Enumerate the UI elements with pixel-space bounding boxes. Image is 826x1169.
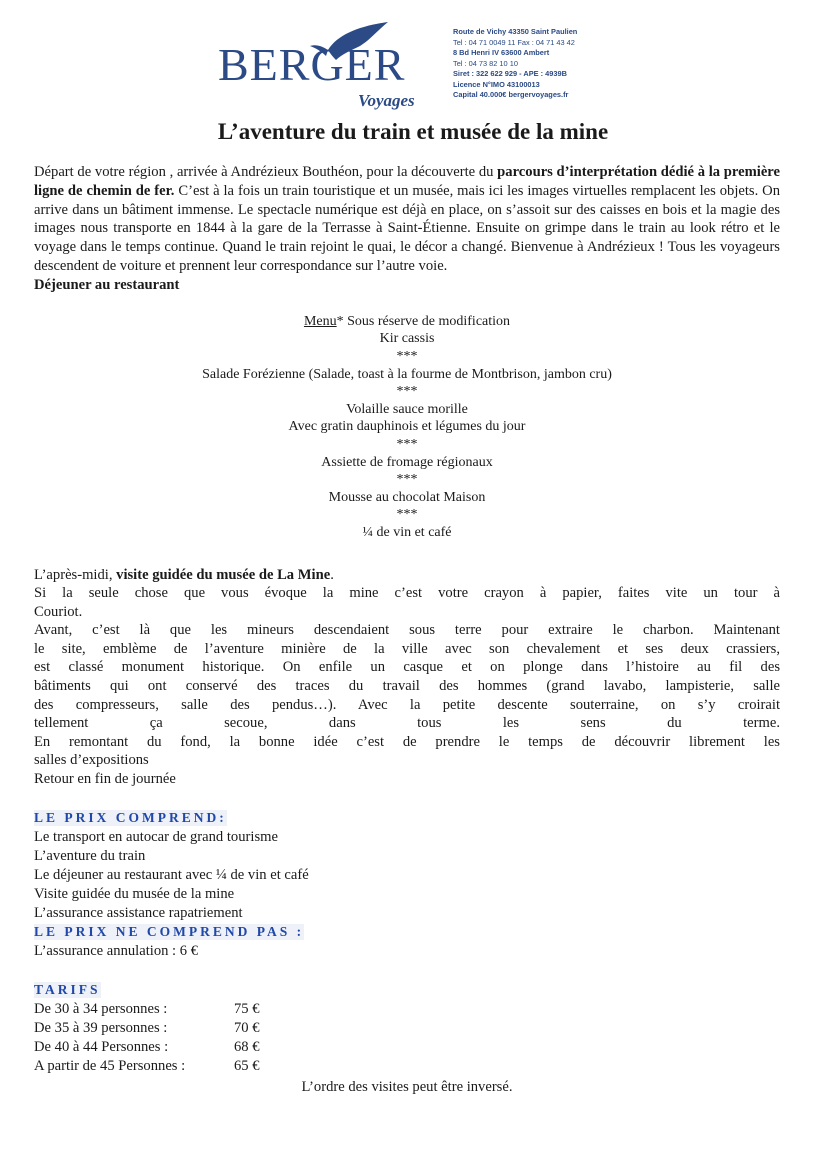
afternoon-line: En remontant du fond, la bonne idée c’est de prendre le temps de découvrir librement les xyxy=(34,733,780,750)
tarif-label: De 40 à 44 Personnes : xyxy=(34,1038,169,1055)
afternoon-line: des compresseurs, salle des pendus…). Avec la petite descente souterraine, on s’y croirait xyxy=(34,696,780,713)
menu-separator: *** xyxy=(396,472,418,488)
afternoon-line: Retour en fin de journée xyxy=(34,771,176,788)
afternoon-intro xyxy=(34,566,780,585)
includes-item: Le déjeuner au restaurant avec ¼ de vin et café xyxy=(34,866,309,883)
tarif-row xyxy=(34,1000,780,1019)
includes-list xyxy=(34,828,780,923)
menu-separator: *** xyxy=(396,384,418,400)
menu-label: Menu xyxy=(303,313,337,329)
document-body xyxy=(34,163,780,1097)
tarifs xyxy=(34,981,780,1076)
afternoon-line: tellement ça secoue, dans tous les sens du terme. xyxy=(34,715,780,732)
tarif-price: 75 € xyxy=(234,1000,260,1017)
logo-text xyxy=(218,40,405,90)
menu-item: Kir cassis xyxy=(379,331,435,347)
tarifs-heading: TARIFS xyxy=(34,981,101,997)
logo-subtitle: Voyages xyxy=(358,91,415,110)
menu-separator: *** xyxy=(396,348,418,364)
afternoon-line: est classé monument historique. On enfile un casque et on plonge dans l’histoire au fil des xyxy=(34,659,780,676)
footer-note: L’ordre des visites peut être inversé. xyxy=(301,1078,513,1095)
menu-header xyxy=(99,313,715,331)
contact-line: 8 Bd Henri IV 63600 Ambert xyxy=(453,48,550,57)
tarif-price: 70 € xyxy=(234,1019,260,1036)
includes-item: L’assurance assistance rapatriement xyxy=(34,904,243,921)
menu-separator: *** xyxy=(396,436,418,452)
menu-item: Assiette de fromage régionaux xyxy=(321,454,493,470)
afternoon-line: salles d’expositions xyxy=(34,752,149,769)
includes-item: L’aventure du train xyxy=(34,847,146,864)
excludes-item: L’assurance annulation : 6 € xyxy=(34,942,199,959)
contact-line: Tel : 04 71 0049 11 Fax : 04 71 43 42 xyxy=(453,37,575,47)
intro-text: C’est à la fois un train touristique et un musée, mais ici les images virtuelles remplacent les objets. On arrive dans un bâtiment immense. Le spectacle numérique est déjà en place, on s’assoit sur des caisses en bois et la magie des images nous transporte en 1844 à la gare de la Terrasse à Saint-Étienne. Ensuite on grimpe dans le train au look rétro et le voyage dans le temps continue. Quand le train rejoint le quai, le décor a changé. Bienvenue à Andrézieux ! Tous les voyageurs descendent de voiture et prennent leur correspondance sur l’autre voie. xyxy=(34,182,780,274)
lunch-heading: Déjeuner au restaurant xyxy=(34,276,180,293)
includes-item: Le transport en autocar de grand tourisme xyxy=(34,828,278,845)
menu-separator: *** xyxy=(396,507,418,523)
tarif-label: De 35 à 39 personnes : xyxy=(34,1019,168,1036)
menu-note: * Sous réserve de modification xyxy=(336,313,511,329)
menu-item: Salade Forézienne (Salade, toast à la fourme de Montbrison, jambon cru) xyxy=(202,366,612,382)
afternoon-lines xyxy=(34,584,780,789)
tarif-price: 65 € xyxy=(234,1057,260,1074)
menu-item: Avec gratin dauphinois et légumes du jour xyxy=(288,419,526,435)
intro-bold: parcours d’interprétation dédié à la première ligne de chemin de fer. xyxy=(34,164,780,199)
menu-item: Mousse au chocolat Maison xyxy=(328,489,486,505)
afternoon-line: Couriot. xyxy=(34,603,83,620)
contact-line: Capital 40.000€ bergervoyages.fr xyxy=(453,90,569,99)
logo-word: BERGER xyxy=(218,39,406,90)
tarif-row xyxy=(34,1038,780,1057)
afternoon-line: Avant, c’est là que les mineurs descendaient sous terre pour extraire le charbon. Maintenant xyxy=(34,622,780,639)
contact-line: Tel : 04 73 82 10 10 xyxy=(453,58,518,68)
tarif-label: De 30 à 34 personnes : xyxy=(34,1000,168,1017)
includes-heading: LE PRIX COMPREND: xyxy=(34,809,227,825)
menu xyxy=(99,313,715,542)
afternoon-line: le site, emblème de l’aventure minière de la ville avec son chevalement et ses deux crassiers, xyxy=(34,640,780,657)
excludes-heading: LE PRIX NE COMPREND PAS : xyxy=(34,923,305,939)
intro-text: Départ de votre région , arrivée à Andrézieux Bouthéon, pour la découverte du xyxy=(34,164,498,180)
tarifs-table xyxy=(34,1000,780,1076)
contact-line: Siret : 322 622 929 - APE : 4939B xyxy=(453,69,567,78)
contact-line: Licence N°IMO 43100013 xyxy=(453,79,540,89)
contact-line: Route de Vichy 43350 Saint Paulien xyxy=(453,27,578,36)
page-title: L’aventure du train et musée de la mine xyxy=(217,119,609,144)
afternoon-line: Si la seule chose que vous évoque la mine c’est votre crayon à papier, faites vite un tour à xyxy=(34,585,780,602)
menu-item: Volaille sauce morille xyxy=(346,401,468,417)
contact-info xyxy=(453,27,577,101)
price-includes xyxy=(34,809,780,961)
company-logo xyxy=(218,22,443,112)
afternoon-intro-end: . xyxy=(330,566,334,583)
afternoon-intro-bold: visite guidée du musée de La Mine xyxy=(116,566,331,583)
tarif-row xyxy=(34,1019,780,1038)
tarif-price: 68 € xyxy=(234,1038,260,1055)
tarif-label: A partir de 45 Personnes : xyxy=(34,1057,186,1074)
afternoon-section xyxy=(34,566,780,789)
afternoon-line: bâtiments qui ont conservé des traces du travail des hommes (grand lavabo, lampisterie, salle xyxy=(34,678,780,695)
afternoon-intro-text: L’après-midi, xyxy=(34,566,117,583)
includes-item: Visite guidée du musée de la mine xyxy=(34,885,235,902)
intro-paragraph xyxy=(34,163,780,276)
menu-item: ¼ de vin et café xyxy=(362,524,452,540)
tarif-row xyxy=(34,1057,780,1076)
menu-lines xyxy=(99,330,715,541)
